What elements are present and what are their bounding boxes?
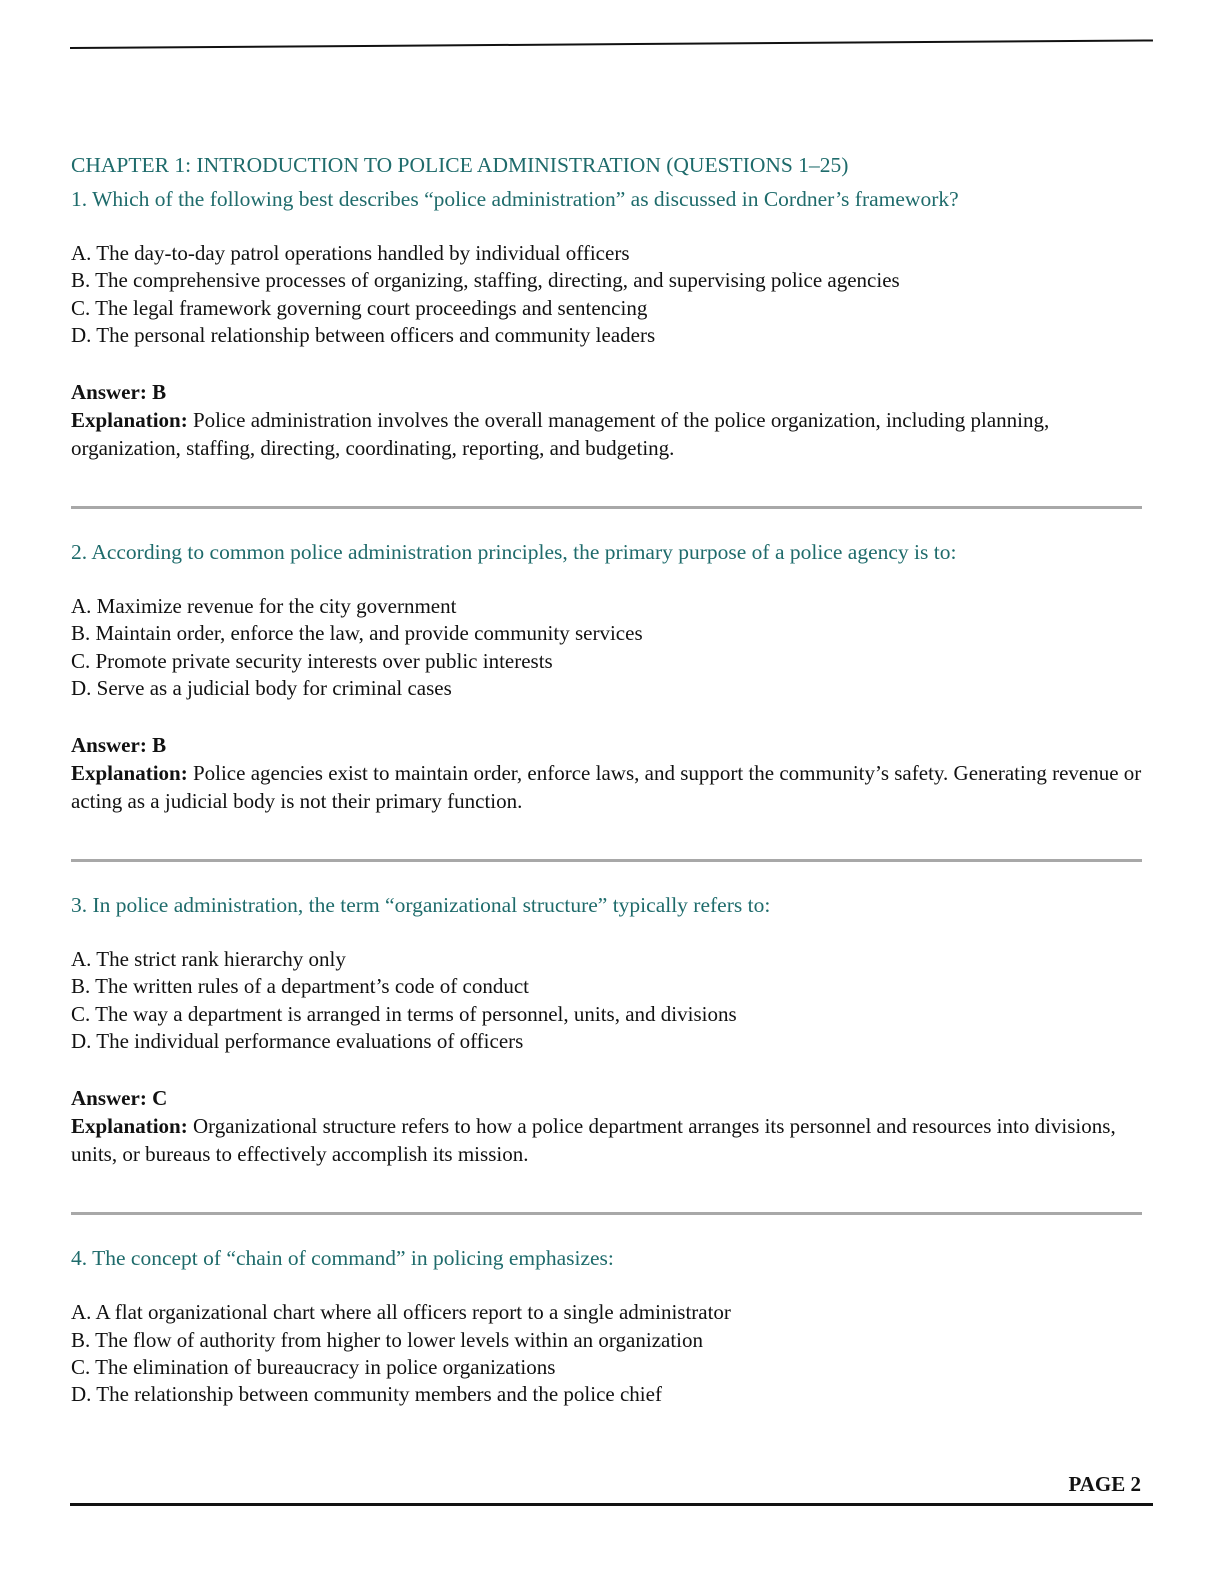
explanation-text: Organizational structure refers to how a police department arranges its personnel and resources into divisions, units, or bureaus to effectively accomplish its mission. [71, 1114, 1116, 1167]
option-d: D. The individual performance evaluations of officers [71, 1029, 524, 1054]
explanation [71, 1112, 1146, 1168]
question-text: 3. In police administration, the term “organizational structure” typically refers to: [71, 893, 771, 918]
option-b: B. The written rules of a department’s code of conduct [71, 974, 529, 999]
answer-line: Answer: B [71, 379, 167, 404]
explanation-text: Police agencies exist to maintain order, enforce laws, and support the community’s safety. Generating revenue or acting as a judicial body is not their primary function. [71, 761, 1142, 814]
option-b: B. The flow of authority from higher to lower levels within an organization [71, 1327, 703, 1352]
explanation [71, 759, 1146, 815]
option-c: C. The legal framework governing court proceedings and sentencing [71, 295, 648, 320]
footer-rule [70, 1503, 1153, 1506]
option-d: D. The relationship between community members and the police chief [71, 1382, 662, 1407]
question-block [71, 1241, 1146, 1409]
section-divider [71, 1212, 1142, 1215]
page-content [71, 148, 1146, 1409]
option-c: C. The way a department is arranged in terms of personnel, units, and divisions [71, 1001, 737, 1026]
question-block [71, 535, 1146, 862]
option-a: A. The day-to-day patrol operations handled by individual officers [71, 241, 630, 265]
explanation [71, 406, 1146, 462]
question-block [71, 888, 1146, 1215]
option-a: A. Maximize revenue for the city government [71, 594, 457, 619]
header-rule [70, 39, 1153, 49]
option-d: D. Serve as a judicial body for criminal cases [71, 676, 452, 701]
page-number: PAGE 2 [1068, 1472, 1141, 1496]
chapter-title: CHAPTER 1: INTRODUCTION TO POLICE ADMINISTRATION (QUESTIONS 1–25) [71, 153, 849, 177]
option-d: D. The personal relationship between officers and community leaders [71, 323, 656, 348]
option-list [71, 240, 1146, 350]
question-text: 2. According to common police administration principles, the primary purpose of a police agency is to: [71, 540, 957, 565]
option-b: B. Maintain order, enforce the law, and provide community services [71, 621, 643, 646]
option-a: A. The strict rank hierarchy only [71, 947, 346, 972]
option-b: B. The comprehensive processes of organizing, staffing, directing, and supervising police agencies [71, 268, 900, 293]
explanation-text: Police administration involves the overall management of the police organization, including planning, organization, staffing, directing, coordinating, reporting, and budgeting. [71, 408, 1050, 461]
option-c: C. The elimination of bureaucracy in police organizations [71, 1354, 556, 1379]
explanation-label: Explanation: [71, 408, 188, 433]
section-divider [71, 859, 1142, 862]
question-block [71, 182, 1146, 509]
option-a: A. A flat organizational chart where all officers report to a single administrator [71, 1300, 731, 1325]
answer-line: Answer: B [71, 732, 167, 757]
answer-line: Answer: C [71, 1085, 168, 1110]
section-divider [71, 506, 1142, 509]
option-c: C. Promote private security interests over public interests [71, 648, 553, 673]
explanation-label: Explanation: [71, 761, 188, 786]
option-list [71, 593, 1146, 703]
explanation-label: Explanation: [71, 1114, 188, 1139]
question-text: 4. The concept of “chain of command” in policing emphasizes: [71, 1246, 614, 1271]
option-list [71, 946, 1146, 1056]
question-text: 1. Which of the following best describes “police administration” as discussed in Cordner’s framework? [71, 187, 959, 211]
option-list [71, 1299, 1146, 1409]
